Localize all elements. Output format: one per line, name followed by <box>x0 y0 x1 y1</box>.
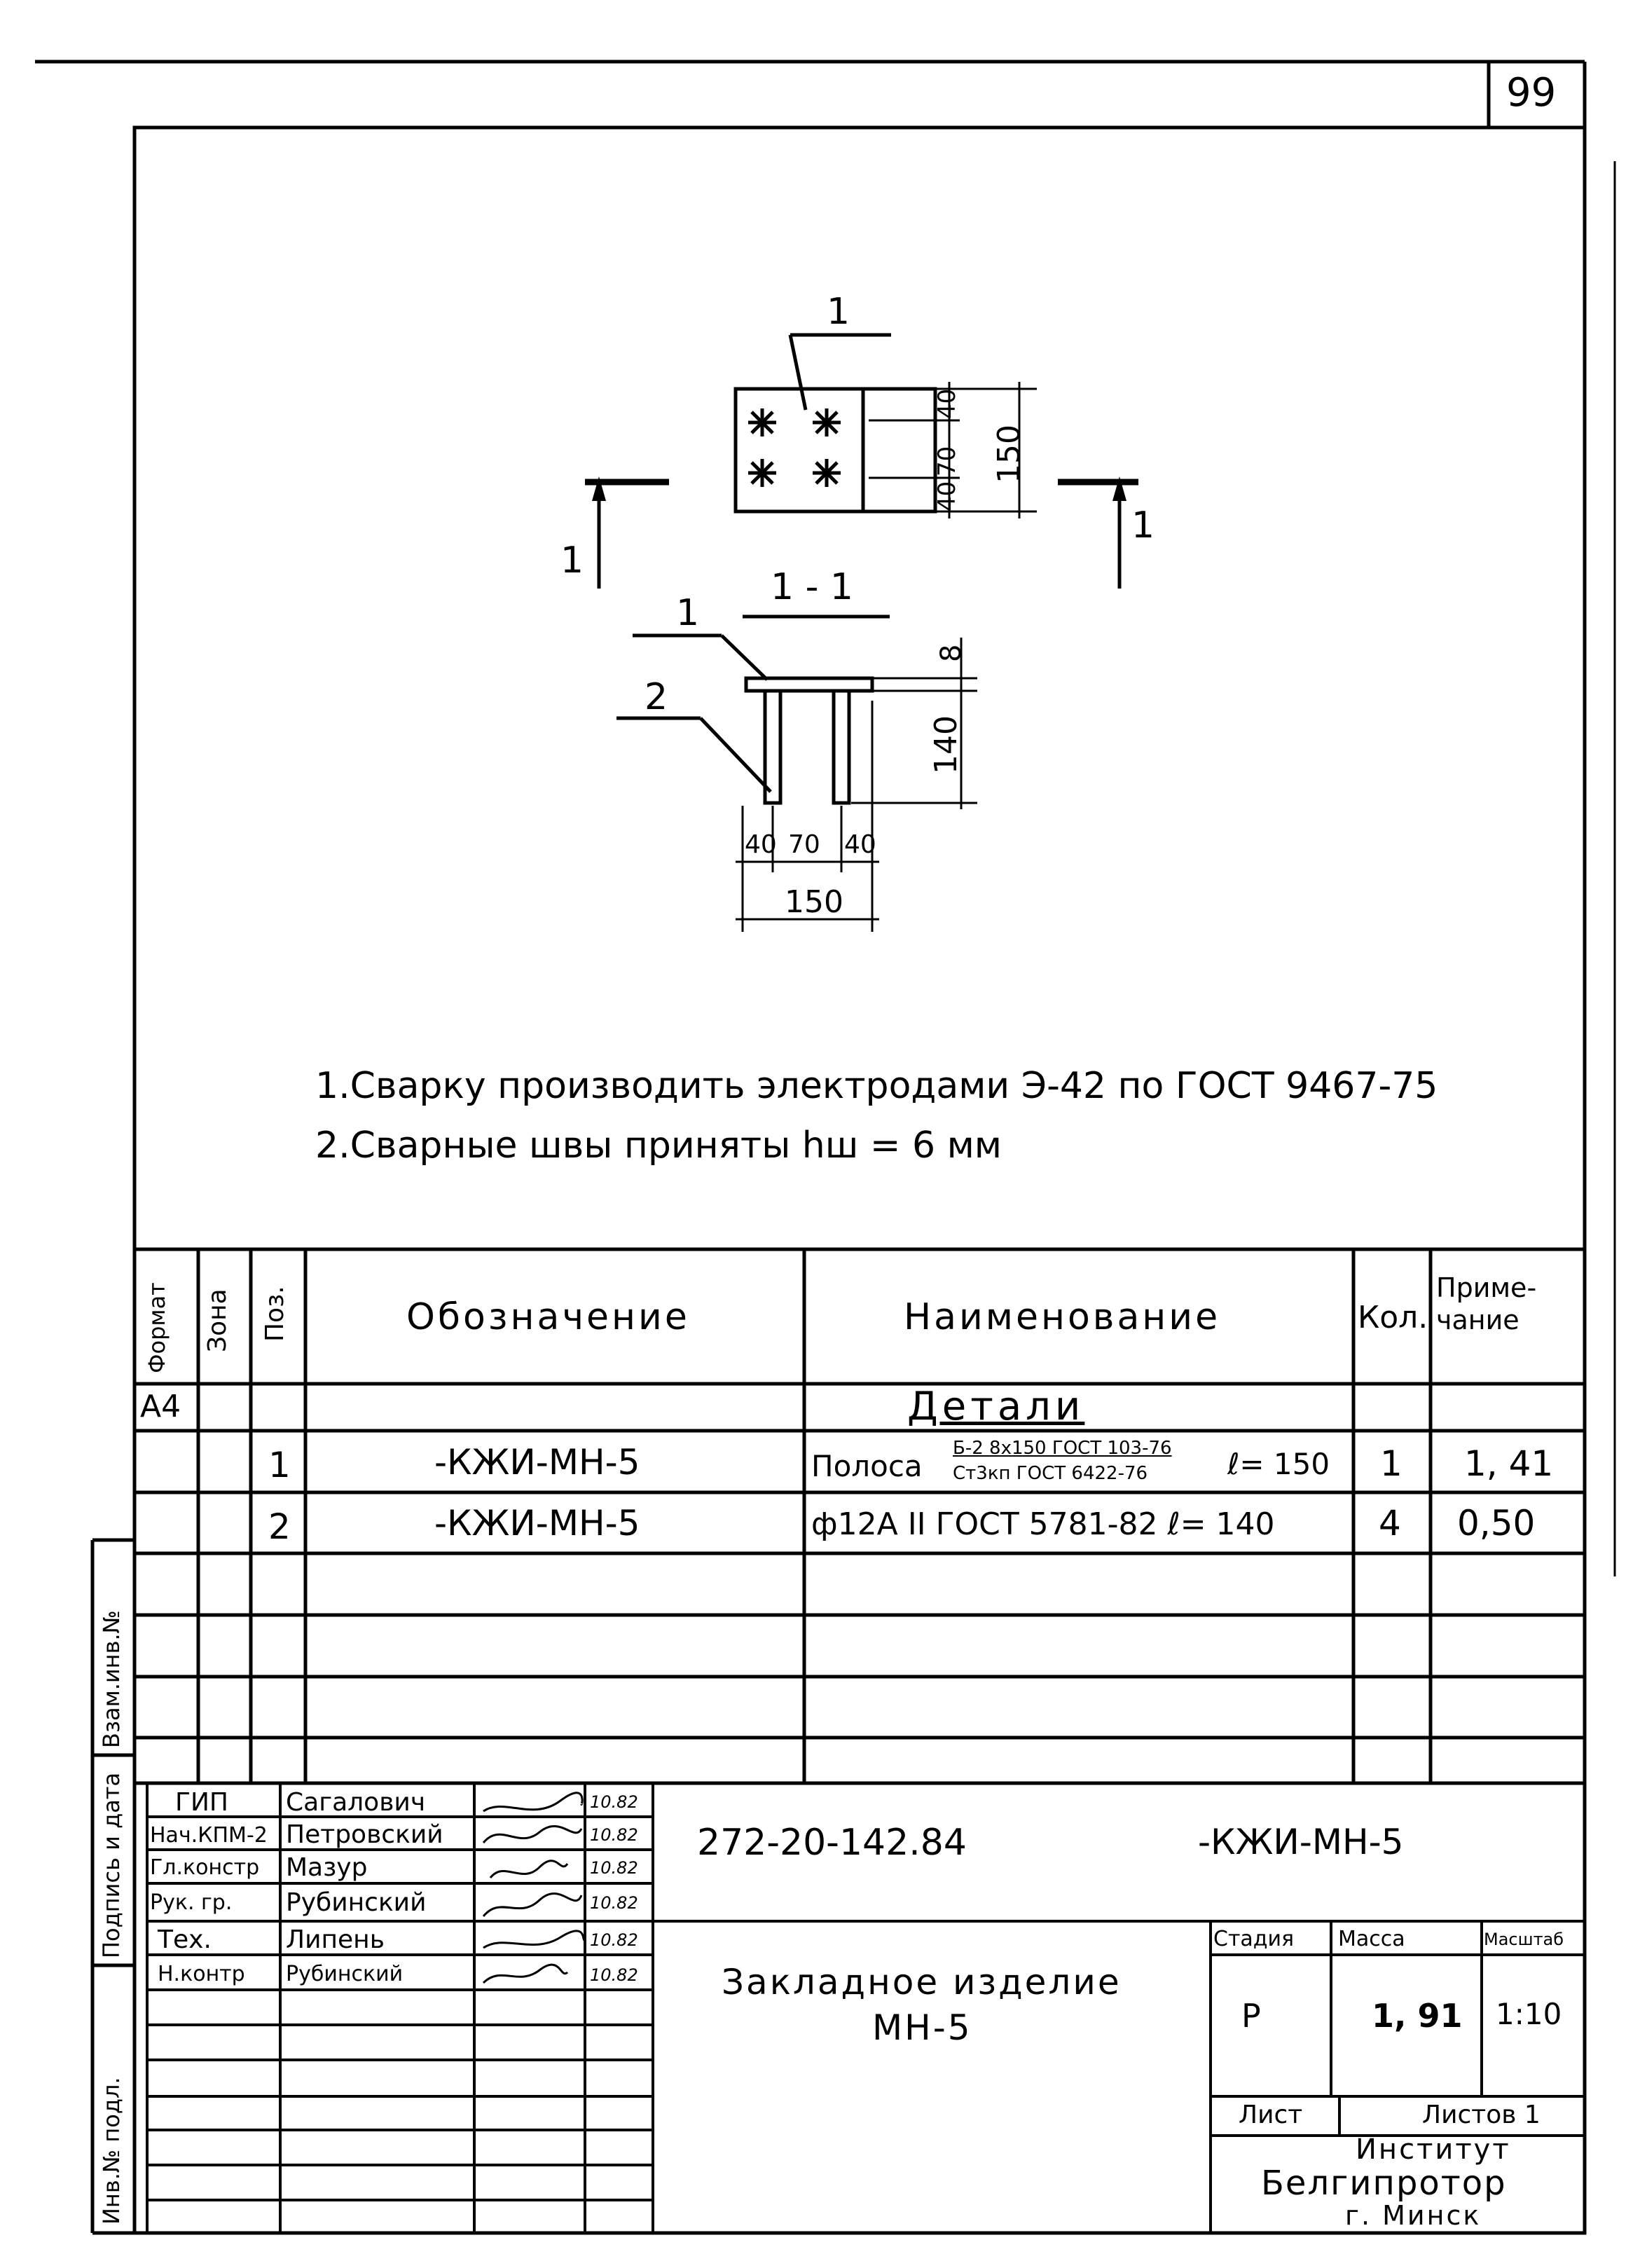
staff-role-1: Нач.КПМ-2 <box>150 1823 268 1848</box>
staff-role-0: ГИП <box>175 1788 228 1817</box>
note-2: 2.Сварные швы приняты hш = 6 мм <box>315 1125 1002 1167</box>
plan-dim-top: 40 <box>933 388 961 419</box>
row1-name-frac-bottom: Ст3кп ГОСТ 6422-76 <box>953 1463 1148 1484</box>
doc-number: 272-20-142.84 <box>697 1822 967 1864</box>
row1-name-prefix: Полоса <box>811 1449 923 1483</box>
stamp-vzam-inv: Взам.инв.№ <box>98 1610 125 1748</box>
plan-dim-bottom: 40 <box>933 481 961 511</box>
doc-title-line2: МН-5 <box>872 2007 972 2048</box>
row1-note: 1, 41 <box>1464 1443 1554 1484</box>
plan-dim-middle: 70 <box>933 446 961 476</box>
section-mark-left: 1 <box>560 539 584 582</box>
sheets-label: Листов 1 <box>1422 2101 1541 2129</box>
staff-date-2: 10.82 <box>590 1858 638 1878</box>
header-name: Наименование <box>904 1296 1221 1338</box>
note-1: 1.Сварку производить электродами Э-42 по ГОСТ 9467-75 <box>315 1065 1438 1107</box>
row2-qty: 4 <box>1379 1503 1401 1544</box>
staff-role-3: Рук. гр. <box>150 1890 233 1915</box>
stamp-inv-podl: Инв.№ подл. <box>98 2077 125 2225</box>
section-dim-total: 150 <box>785 884 843 920</box>
scale-label: Масштаб <box>1484 1930 1564 1949</box>
row1-designation: -КЖИ-МН-5 <box>434 1442 640 1483</box>
sheet-label: Лист <box>1239 2101 1303 2129</box>
doc-code: -КЖИ-МН-5 <box>1198 1822 1404 1862</box>
staff-date-4: 10.82 <box>590 1930 638 1950</box>
section-mark-right: 1 <box>1131 504 1155 547</box>
section-dim-left: 40 <box>745 830 777 859</box>
staff-date-3: 10.82 <box>590 1893 638 1913</box>
header-designation: Обозначение <box>406 1296 690 1338</box>
staff-role-5: Н.контр <box>158 1962 245 1986</box>
staff-role-2: Гл.констр <box>150 1855 260 1880</box>
header-qty: Кол. <box>1358 1300 1428 1335</box>
row2-designation: -КЖИ-МН-5 <box>434 1503 640 1544</box>
plan-pos-label: 1 <box>827 291 850 333</box>
stamp-signature-date: Подпись и дата <box>98 1772 125 1958</box>
staff-name-2: Мазур <box>286 1853 368 1882</box>
header-pos: Поз. <box>261 1286 289 1342</box>
section-pos-1: 1 <box>676 592 700 634</box>
section-title-details: Детали <box>907 1384 1085 1429</box>
section-pos-2: 2 <box>645 676 668 718</box>
section-dim-top: 8 <box>935 644 967 662</box>
header-format: Формат <box>144 1282 170 1373</box>
row2-name: ф12А II ГОСТ 5781-82 ℓ= 140 <box>811 1506 1275 1542</box>
section-dim-height: 140 <box>928 715 964 774</box>
section-dim-middle: 70 <box>788 830 820 859</box>
staff-date-0: 10.82 <box>590 1792 638 1812</box>
mass-value: 1, 91 <box>1372 1997 1463 2035</box>
mass-label: Масса <box>1338 1927 1405 1951</box>
staff-date-5: 10.82 <box>590 1965 638 1985</box>
row1-name-suffix: ℓ= 150 <box>1227 1447 1330 1481</box>
row2-note: 0,50 <box>1457 1503 1536 1544</box>
row1-qty: 1 <box>1380 1443 1403 1484</box>
header-zone: Зона <box>203 1288 232 1352</box>
staff-role-4: Тех. <box>158 1925 212 1954</box>
row1-pos: 1 <box>268 1445 291 1485</box>
plan-dim-total: 150 <box>991 425 1027 483</box>
row1-name-frac-top: Б-2 8x150 ГОСТ 103-76 <box>953 1438 1172 1459</box>
staff-date-1: 10.82 <box>590 1825 638 1845</box>
format-value: А4 <box>140 1389 181 1424</box>
org-line1: Институт <box>1356 2133 1511 2166</box>
sheet-number: 99 <box>1506 70 1557 116</box>
staff-name-4: Липень <box>286 1925 385 1954</box>
staff-name-3: Рубинский <box>286 1888 427 1917</box>
staff-name-0: Сагалович <box>286 1788 426 1817</box>
scale-value: 1:10 <box>1496 1997 1562 2031</box>
doc-title-line1: Закладное изделие <box>722 1962 1122 2002</box>
staff-name-1: Петровский <box>286 1820 443 1849</box>
section-title: 1 - 1 <box>771 566 853 608</box>
section-dim-right: 40 <box>844 830 876 859</box>
org-line2: Белгипротор <box>1261 2164 1507 2203</box>
stage-label: Стадия <box>1213 1927 1295 1951</box>
stage-value: Р <box>1241 1997 1261 2035</box>
staff-name-5: Рубинский <box>286 1962 404 1986</box>
org-line3: г. Минск <box>1345 2200 1482 2231</box>
row2-pos: 2 <box>268 1506 291 1547</box>
header-note: Приме- чание <box>1436 1272 1537 1335</box>
